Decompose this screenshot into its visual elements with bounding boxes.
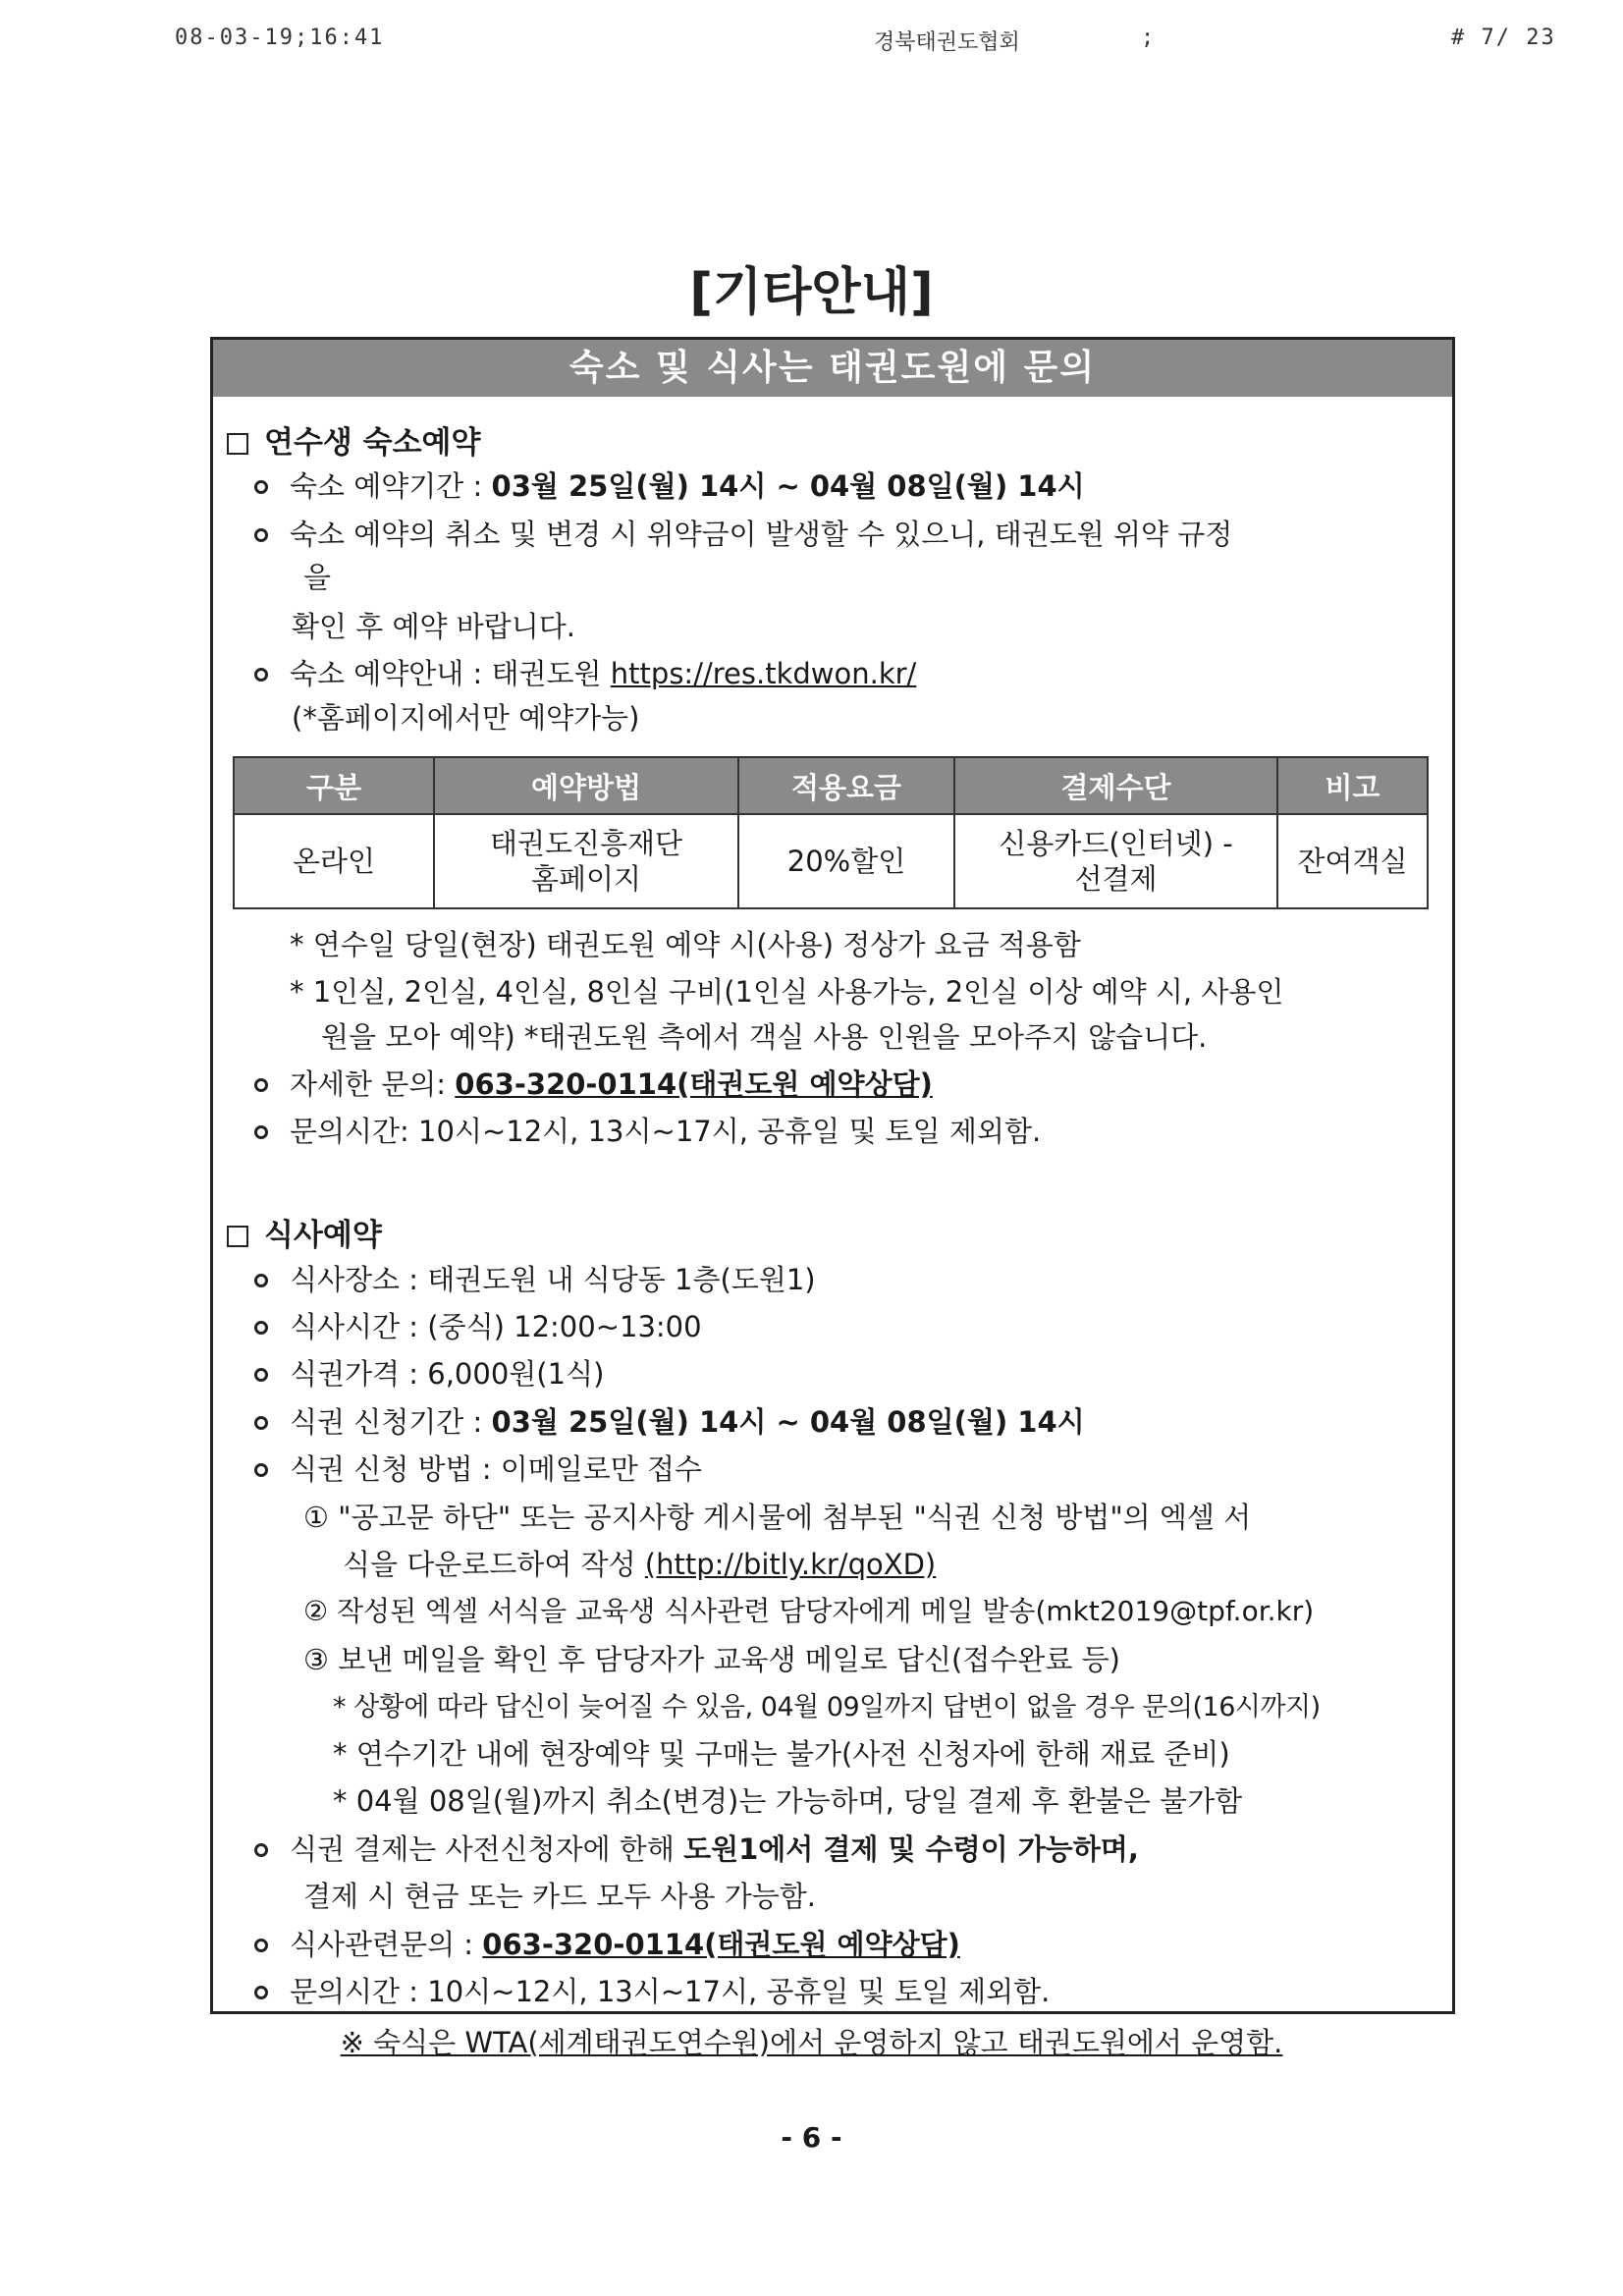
circle-bullet-icon [254,1368,268,1382]
circle-bullet-icon [254,1125,268,1139]
table-cell-payment: 신용카드(인터넷) - 선결제 [954,814,1277,908]
fax-timestamp: 08-03-19;16:41 [175,26,385,50]
fax-page-count: # 7/ 23 [1451,26,1556,50]
column-header: 구분 [234,757,434,814]
reservation-table [233,756,1429,909]
meal-hours: 문의시간 : 10시~12시, 13시~17시, 공휴일 및 토일 제외함. [254,1970,1050,2010]
column-header: 적용요금 [738,757,954,814]
circle-bullet-icon [254,480,268,494]
column-header: 예약방법 [434,757,738,814]
column-header: 비고 [1277,757,1428,814]
fax-sender: 경북태권도협회 [874,30,1020,55]
column-header: 결제수단 [954,757,1277,814]
lodging-note-rooms: * 1인실, 2인실, 4인실, 8인실 구비(1인실 사용가능, 2인실 이상 예약 시, 사용인 [290,975,1284,1009]
meal-heading: 식사예약 [227,1210,382,1254]
meal-period: 식권 신청기간 : 03월 25일(월) 14시 ~ 04월 08일(월) 14시 [254,1400,1085,1441]
meal-payment-cont: 결제 시 현금 또는 카드 모두 사용 가능함. [303,1880,816,1913]
info-banner: 숙소 및 식사는 태권도원에 문의 [213,340,1452,397]
reservation-link[interactable]: https://res.tkdwon.kr/ [610,657,917,690]
meal-sub-note-reply: * 상황에 따라 답신이 늦어질 수 있음, 04월 09일까지 답변이 없을 경우 문의(16시까지) [333,1692,1321,1722]
lodging-guide-note: (*홈페이지에서만 예약가능) [292,701,640,735]
circle-bullet-icon [254,1321,268,1335]
circle-bullet-icon [254,528,268,542]
meal-price: 식권가격 : 6,000원(1식) [254,1352,604,1393]
info-box [210,337,1455,2014]
page-title: [기타안내] [689,263,934,322]
lodging-cancel-policy-cont: 을 [303,561,332,594]
footnote: ※ 숙식은 WTA(세계태권도연수원)에서 운영하지 않고 태권도원에서 운영함. [340,2026,1283,2059]
meal-time: 식사시간 : (중식) 12:00~13:00 [254,1305,702,1345]
lodging-hours: 문의시간: 10시~12시, 13시~17시, 공휴일 및 토일 제외함. [254,1110,1041,1150]
meal-sub-note-cancel: * 04월 08일(월)까지 취소(변경)는 가능하며, 당일 결제 후 환불은 불가함 [333,1784,1243,1818]
circle-bullet-icon [254,1416,268,1430]
table-cell-type: 온라인 [234,814,434,908]
circle-bullet-icon [254,1986,268,1999]
form-download-link[interactable]: (http://bitly.kr/qoXD) [644,1548,937,1581]
circle-bullet-icon [254,1274,268,1287]
lodging-contact-phone: 063-320-0114(태권도원 예약상담) [455,1067,933,1101]
table-cell-rate: 20%할인 [738,814,954,908]
meal-step-3: ③ 보낸 메일을 확인 후 담당자가 교육생 메일로 답신(접수완료 등) [303,1643,1120,1676]
meal-step-2: ② 작성된 엑셀 서식을 교육생 식사관련 담당자에게 메일 발송(mkt2019@tpf.or.kr) [303,1595,1315,1627]
circle-bullet-icon [254,1939,268,1952]
table-cell-method: 태권도진흥재단 홈페이지 [434,814,738,908]
circle-bullet-icon [254,1463,268,1477]
meal-payment: 식권 결제는 사전신청자에 한해 도원1에서 결제 및 수령이 가능하며, [254,1828,1139,1868]
table-header-row [234,757,1428,814]
fax-separator: ; [1141,26,1157,50]
circle-bullet-icon [254,1843,268,1857]
checkbox-square-icon [227,433,248,455]
table-cell-note: 잔여객실 [1277,814,1428,908]
lodging-period: 숙소 예약기간 : 03월 25일(월) 14시 ~ 04월 08일(월) 14시 [254,465,1085,505]
meal-step-1: ① "공고문 하단" 또는 공지사항 게시물에 첨부된 "식권 신청 방법"의 엑셀 서 [303,1501,1252,1534]
meal-contact-phone: 063-320-0114(태권도원 예약상담) [482,1928,960,1961]
lodging-heading: 연수생 숙소예약 [227,417,480,462]
page-number: - 6 - [781,2121,842,2154]
meal-sub-note-onsite: * 연수기간 내에 현장예약 및 구매는 불가(사전 신청자에 한해 재료 준비) [333,1737,1230,1771]
table-row [234,814,1428,908]
meal-place: 식사장소 : 태권도원 내 식당동 1층(도원1) [254,1258,816,1298]
checkbox-square-icon [227,1226,248,1247]
lodging-guide: 숙소 예약안내 : 태권도원 https://res.tkdwon.kr/ [254,652,916,692]
lodging-contact: 자세한 문의: 063-320-0114(태권도원 예약상담) [254,1063,933,1103]
meal-contact: 식사관련문의 : 063-320-0114(태권도원 예약상담) [254,1923,960,1963]
circle-bullet-icon [254,668,268,682]
lodging-cancel-policy: 숙소 예약의 취소 및 변경 시 위약금이 발생할 수 있으니, 태권도원 위약 규정 [254,513,1232,553]
meal-method: 식권 신청 방법 : 이메일로만 접수 [254,1448,702,1488]
lodging-note-rooms-cont: 원을 모아 예약) *태권도원 측에서 객실 사용 인원을 모아주지 않습니다. [321,1020,1208,1054]
lodging-note-onsite: * 연수일 당일(현장) 태권도원 예약 시(사용) 정상가 요금 적용함 [290,928,1081,961]
meal-step-1-cont: 식을 다운로드하여 작성 (http://bitly.kr/qoXD) [343,1548,937,1581]
lodging-cancel-policy-end: 확인 후 예약 바랍니다. [292,610,575,643]
circle-bullet-icon [254,1078,268,1092]
